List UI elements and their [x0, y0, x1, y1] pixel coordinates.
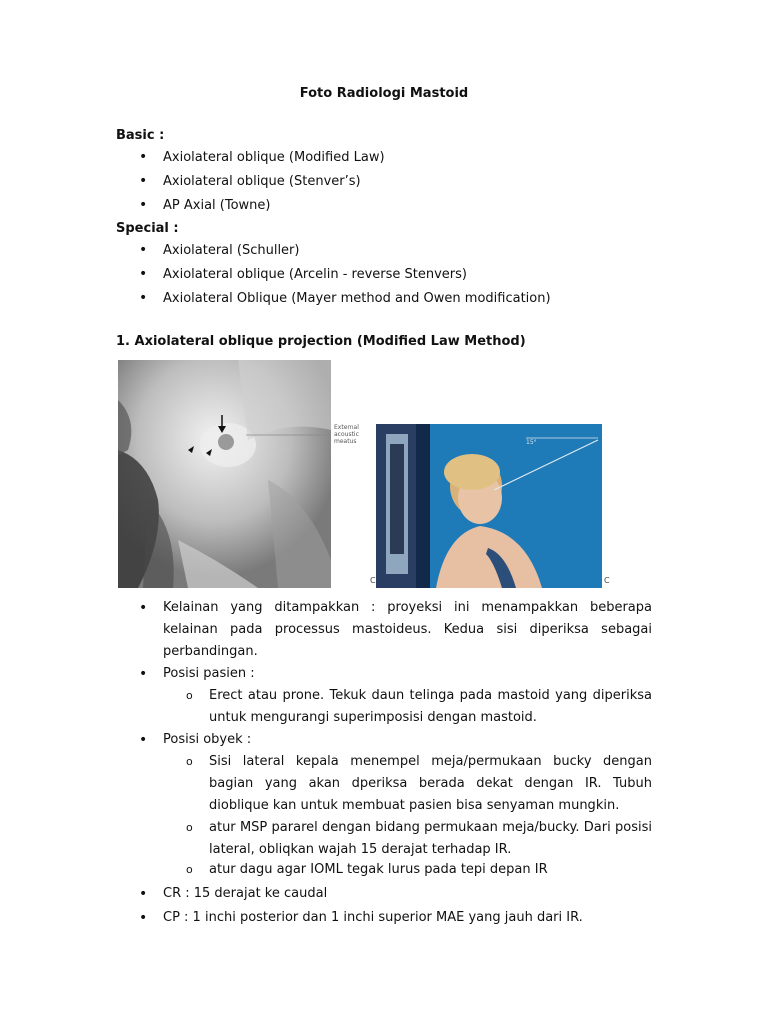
- document-title: Foto Radiologi Mastoid: [299, 86, 469, 101]
- special-item-3: • Axiolateral Oblique (Mayer method and Owen modification): [163, 291, 551, 306]
- callout-line-1: External: [334, 424, 359, 431]
- basic-heading: Basic :: [116, 128, 165, 143]
- basic-item-2: • Axiolateral oblique (Stenver’s): [163, 174, 361, 189]
- special-item-2: • Axiolateral oblique (Arcelin - reverse Stenvers): [163, 267, 467, 282]
- cp-item: • CP : 1 inchi posterior dan 1 inchi superior MAE yang jauh dari IR.: [163, 907, 652, 929]
- posisi-pasien-label: • Posisi pasien :: [163, 663, 652, 685]
- callout-line-3: meatus: [334, 438, 357, 445]
- cr-item: • CR : 15 derajat ke caudal: [163, 883, 652, 905]
- figure-c-left: C: [370, 576, 376, 585]
- basic-item-3: • AP Axial (Towne): [163, 198, 270, 213]
- figure-c-right: C: [604, 576, 610, 585]
- xray-image: [118, 360, 331, 588]
- posisi-obyek-sub-2: o atur MSP pararel dengan bidang permukaan meja/bucky. Dari posisi lateral, obliqkan wajah 15 derajat terhadap IR.: [209, 817, 652, 861]
- section-1-heading: 1. Axiolateral oblique projection (Modified Law Method): [116, 334, 526, 349]
- kelainan-paragraph: • Kelainan yang ditampakkan : proyeksi ini menampakkan beberapa kelainan pada processus mastoideus. Kedua sisi diperiksa sebagai perbandingan.: [163, 597, 652, 663]
- figure-row: [118, 360, 618, 590]
- angle-label: 15°: [526, 439, 537, 446]
- posisi-obyek-sub-3: o atur dagu agar IOML tegak lurus pada tepi depan IR: [209, 859, 652, 881]
- special-heading: Special :: [116, 221, 179, 236]
- basic-item-1: • Axiolateral oblique (Modified Law): [163, 150, 385, 165]
- patient-photo: [376, 424, 602, 588]
- posisi-obyek-sub-1: o Sisi lateral kepala menempel meja/permukaan bucky dengan bagian yang akan dperiksa berada dekat dengan IR. Tubuh dioblique kan untuk membuat pasien bisa senyaman mungkin.: [209, 751, 652, 817]
- callout-line-2: acoustic: [334, 431, 359, 438]
- posisi-pasien-sub: o Erect atau prone. Tekuk daun telinga pada mastoid yang diperiksa untuk mengurangi superimposisi dengan mastoid.: [209, 685, 652, 729]
- special-item-1: • Axiolateral (Schuller): [163, 243, 299, 258]
- posisi-obyek-label: • Posisi obyek :: [163, 729, 652, 751]
- figure-callout-label: [334, 424, 359, 445]
